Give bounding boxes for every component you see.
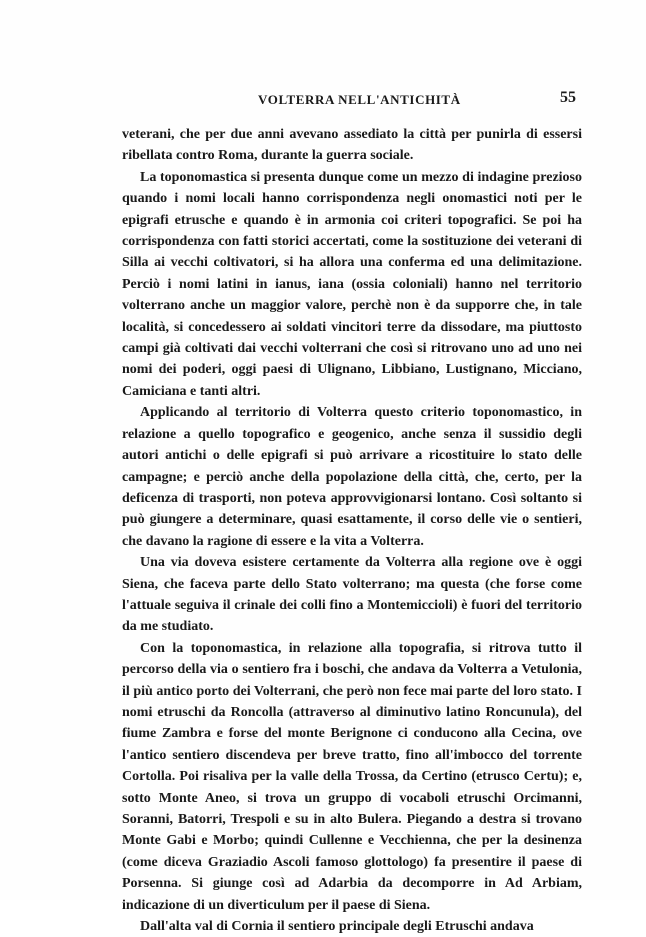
paragraph: Applicando al territorio di Volterra questo criterio toponomastico, in relazione a quello topografico e geogenico, anche senza il sussidio degli autori antichi o delle epigrafi si può arrivare a ricostituire lo stato delle campagne; e perciò anche della popolazione della città, che, certo, per la deficenza di trasporti, non poteva approvvigionarsi lontano. Così soltanto si può giungere a determinare, quasi esattamente, il corso delle vie o sentieri, che davano la ragione di essere e la vita a Volterra. (122, 405, 582, 549)
running-title: VOLTERRA NELL'ANTICHITÀ (258, 92, 461, 107)
page-header (0, 89, 646, 114)
body-text (122, 124, 582, 937)
paragraph: La toponomastica si presenta dunque come un mezzo di indagine prezioso quando i nomi locali hanno corrispondenza negli onomastici noti per le epigrafi etrusche e quando è in armonia coi criteri topografici. Se poi ha corrispondenza con fatti storici accertati, come la sostituzione dei veterani di Silla ai vecchi coltivatori, si ha allora una conferma ed una delimitazione. Perciò i nomi latini in ianus, iana (ossia coloniali) hanno nel territorio volterrano anche un maggior valore, perchè non è da supporre che, in tale località, si concedessero ai soldati vincitori terre da dissodare, ma piuttosto campi già coltivati dai vecchi volterrani che così si ritrovano uno ad uno nei nomi dei poderi, oggi paesi di Ulignano, Libbiano, Lustignano, Micciano, Camiciana e tanti altri. (122, 169, 582, 399)
paragraph: Con la toponomastica, in relazione alla topografia, si ritrova tutto il percorso della via o sentiero fra i boschi, che andava da Volterra a Vetulonia, il più antico porto dei Volterrani, che però non fece mai parte del loro stato. I nomi etruschi da Roncolla (attraverso al diminutivo latino Roncunula), del fiume Zambra e forse del monte Berignone ci conducono alla Cecina, ove l'antico sentiero discendeva per breve tratto, fino all'imbocco del torrente Cortolla. Poi risaliva per la valle della Trossa, da Certino (etrusco Certu); e, sotto Monte Aneo, si trova un gruppo di vocaboli etruschi Orcimanni, Soranni, Batorri, Trespoli e su in alto Bulera. Piegando a destra si trovano Monte Gabi e Morbo; quindi Cullenne e Vecchienna, che per la desinenza (come diceva Graziadio Ascoli famoso glottologo) fa presentire il paese di Porsenna. Si giunge così ad Adarbia da decomporre in Ad Arbiam, indicazione di un diverticulum per il paese di Siena. (122, 640, 582, 913)
paragraph: veterani, che per due anni avevano assediato la città per punirla di essersi ribellata contro Roma, durante la guerra sociale. (122, 127, 582, 164)
paragraph: Una via doveva esistere certamente da Volterra alla regione ove è oggi Siena, che faceva parte dello Stato volterrano; ma questa (che forse come l'attuale seguiva il crinale dei colli fino a Montemiccioli) è fuori del territorio da me studiato. (122, 555, 582, 635)
page-number: 55 (560, 89, 576, 106)
paragraph: Dall'alta val di Cornia il sentiero principale degli Etruschi andava (140, 919, 534, 935)
